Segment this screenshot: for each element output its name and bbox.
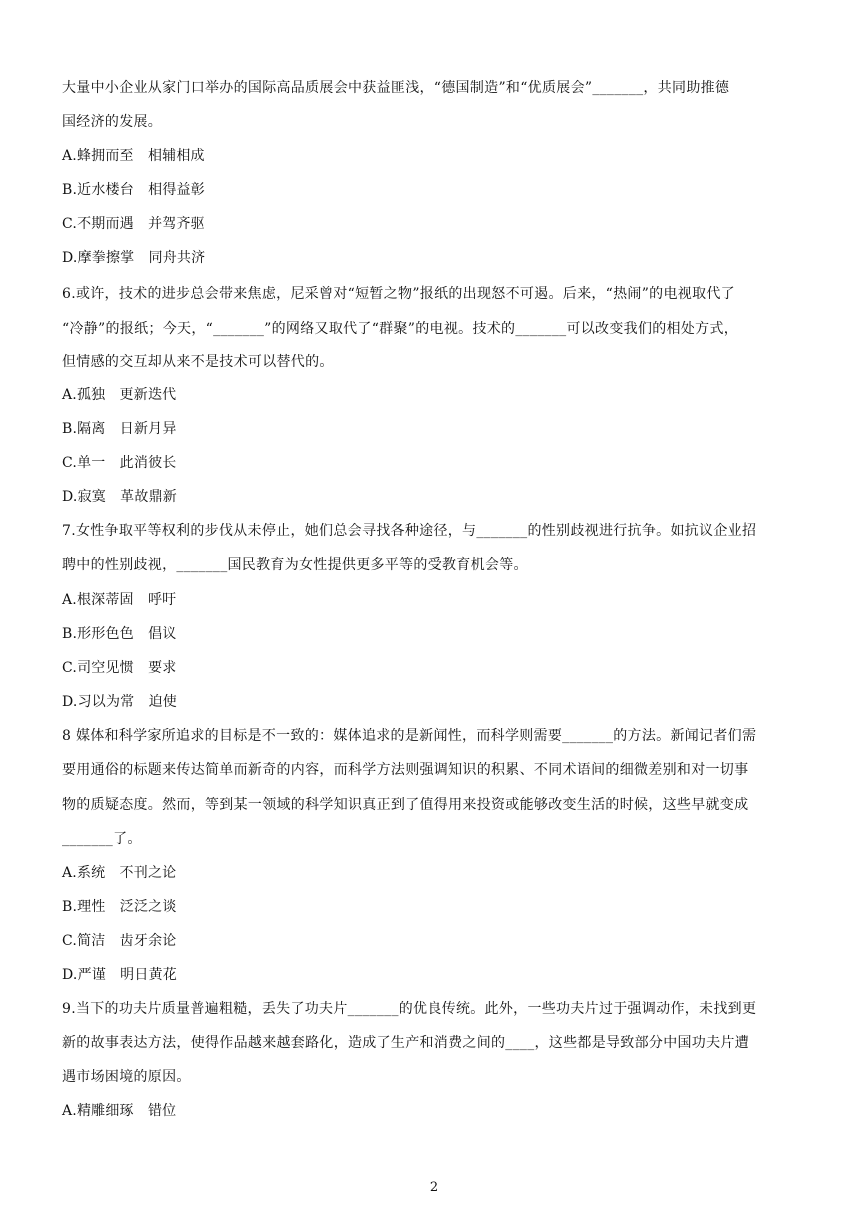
option-b: B.隔离 日新月异 — [62, 421, 177, 437]
question-6: 6.或许，技术的进步总会带来焦虑，尼采曾对“短暂之物”报纸的出现怒不可遏。后来，“热闹”的电视取代了 — [62, 286, 735, 302]
text-line: “冷静”的报纸；今天，“_______”的网络又取代了“群聚”的电视。技术的_______可以改变我们的相处方式， — [62, 321, 739, 337]
option-d: D.寂寞 革故鼎新 — [62, 489, 177, 505]
option-a: A.精雕细琢 错位 — [62, 1103, 177, 1119]
option-c: C.司空见惯 要求 — [62, 660, 177, 676]
text-line: 大量中小企业从家门口举办的国际高品质展会中获益匪浅，“德国制造”和“优质展会”_______，共同助推德 — [62, 80, 730, 96]
text-line: 聘中的性别歧视，_______国民教育为女性提供更多平等的受教育机会等。 — [62, 557, 528, 573]
option-c: C.简洁 齿牙余论 — [62, 933, 177, 949]
option-b: B.理性 泛泛之谈 — [62, 899, 177, 915]
text-line: _______了。 — [62, 831, 142, 847]
option-d: D.严谨 明日黄花 — [62, 967, 177, 983]
text-line: 国经济的发展。 — [62, 114, 163, 130]
option-a: A.蜂拥而至 相辅相成 — [62, 148, 205, 164]
option-d: D.摩拳擦掌 同舟共济 — [62, 250, 206, 266]
text-line: 物的质疑态度。然而，等到某一领域的科学知识真正到了值得用来投资或能够改变生活的时候，这些早就变成 — [62, 797, 749, 813]
option-c: C.不期而遇 并驾齐驱 — [62, 216, 205, 232]
option-b: B.近水楼台 相得益彰 — [62, 182, 205, 198]
option-d: D.习以为常 迫使 — [62, 694, 177, 710]
text-line: 新的故事表达方法，使得作品越来越套路化，造成了生产和消费之间的____，这些都是导致部分中国功夫片遭 — [62, 1035, 749, 1051]
text-line: 遇市场困境的原因。 — [62, 1069, 191, 1085]
question-9: 9.当下的功夫片质量普遍粗糙，丢失了功夫片_______的优良传统。此外，一些功夫片过于强调动作，未找到更 — [62, 1001, 757, 1017]
question-8: 8 媒体和科学家所追求的目标是不一致的：媒体追求的是新闻性，而科学则需要_______的方法。新闻记者们需 — [62, 728, 757, 744]
option-a: A.孤独 更新迭代 — [62, 387, 177, 403]
text-line: 要用通俗的标题来传达简单而新奇的内容，而科学方法则强调知识的积累、不同术语间的细微差别和对一切事 — [62, 762, 749, 778]
option-a: A.根深蒂固 呼吁 — [62, 592, 177, 608]
page-number: 2 — [429, 1180, 439, 1195]
text-line: 但情感的交互却从来不是技术可以替代的。 — [62, 354, 334, 370]
option-b: B.形形色色 倡议 — [62, 626, 177, 642]
question-7: 7.女性争取平等权利的步伐从未停止，她们总会寻找各种途径，与_______的性别歧视进行抗争。如抗议企业招 — [62, 523, 757, 539]
option-c: C.单一 此消彼长 — [62, 455, 177, 471]
option-a: A.系统 不刊之论 — [62, 865, 177, 881]
